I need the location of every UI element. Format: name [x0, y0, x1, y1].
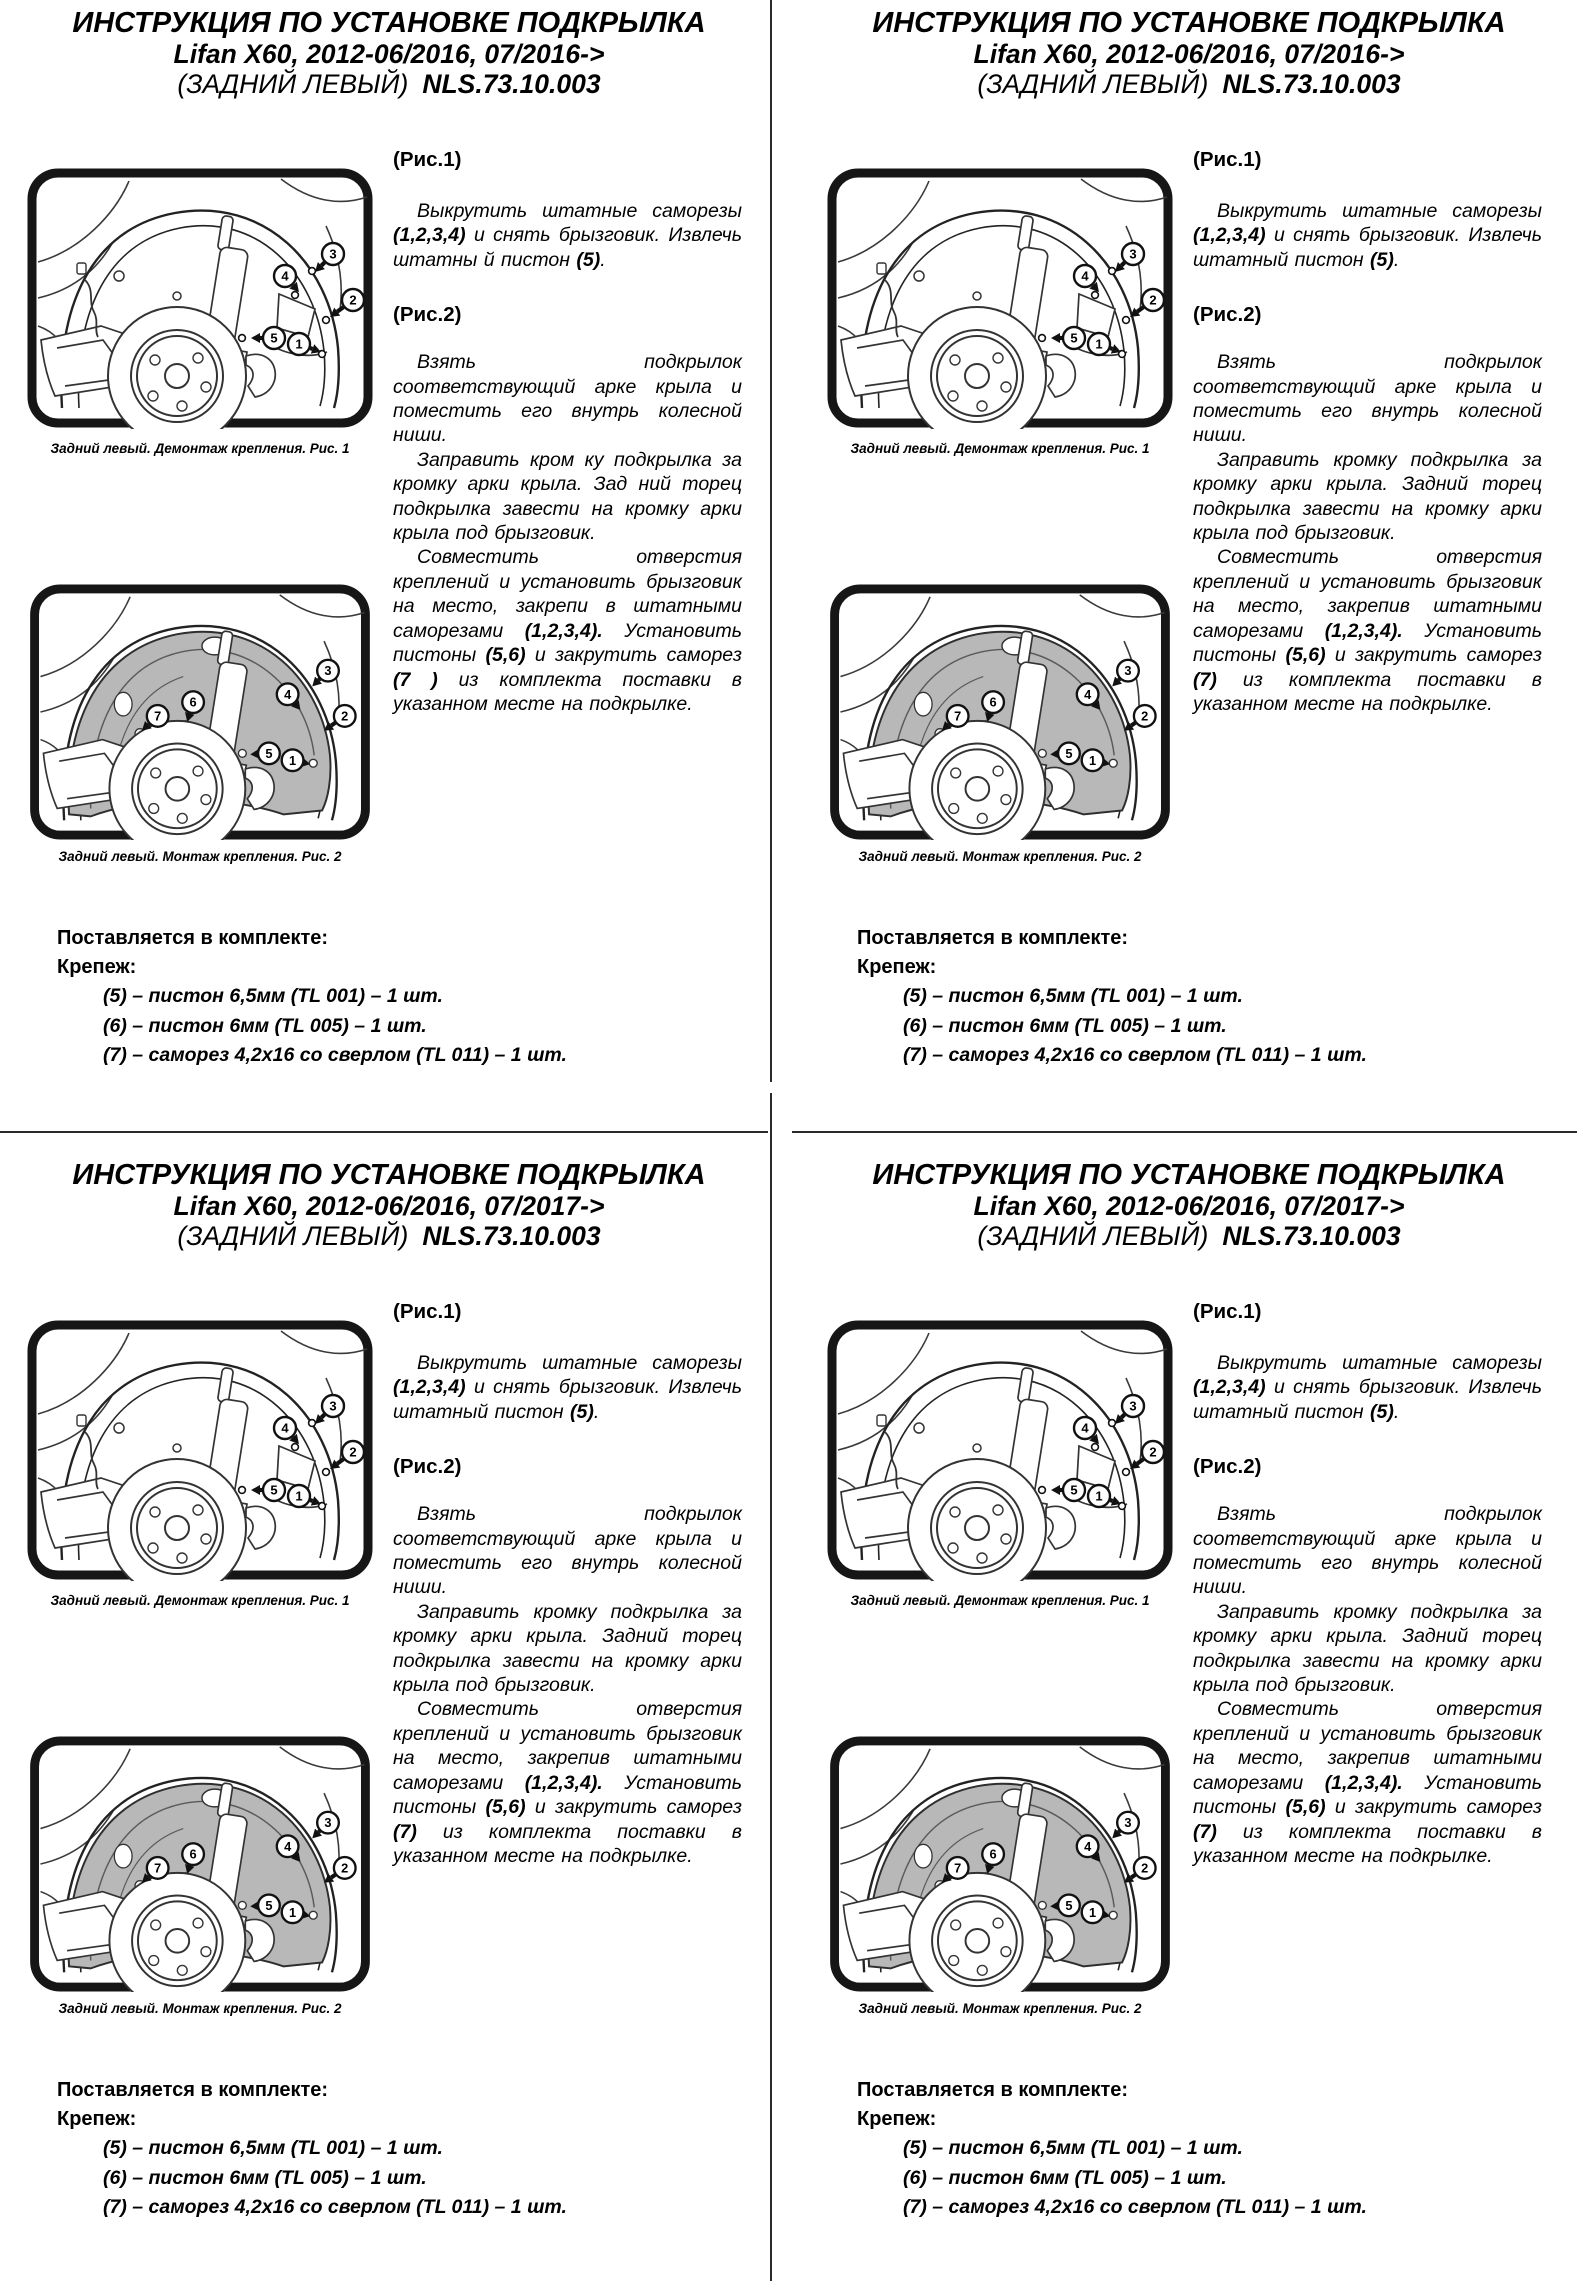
kit-contents-block — [57, 2076, 737, 2223]
step2-paragraph-1: Взять подкрылок соответствующий арке крыла и поместить его внутрь колесной ниши. — [1193, 1503, 1542, 1599]
callout-4-label: 4 — [281, 1420, 289, 1436]
instruction-header — [0, 1160, 778, 1251]
header-title: ИНСТРУКЦИЯ ПО УСТАНОВКЕ ПОДКРЫЛКА — [872, 7, 1506, 39]
kit-contents-block — [857, 2076, 1537, 2223]
callout-6-label: 6 — [989, 1846, 997, 1862]
kit-item-piston-6: (6) – пистон 6мм (TL 005) – 1 шт. — [103, 1014, 427, 1037]
callout-6-label: 6 — [989, 694, 997, 710]
callout-1-label: 1 — [1095, 1488, 1103, 1504]
step2-paragraph-1: Взять подкрылок соответствующий арке крыла и поместить его внутрь колесной ниши. — [393, 351, 742, 447]
kit-group-label: Крепеж: — [857, 2108, 937, 2130]
step1-paragraph: Выкрутить штатные саморезы (1,2,3,4) и снять брызговик. Извлечь штатны й пистон (5). — [393, 200, 742, 271]
instructions-text-column — [393, 147, 742, 716]
kit-title: Поставляется в комплекте: — [857, 927, 1129, 949]
callout-2-label: 2 — [1141, 1860, 1149, 1876]
callout-5-label: 5 — [265, 745, 273, 761]
callout-1-label: 1 — [288, 752, 297, 768]
step2-paragraph-2: Заправить кромку подкрылка за кромку арки крыла. Задний торец подкрылка завести на кромку арки крыла под брызговик. — [1193, 1600, 1542, 1697]
horizontal-divider-right — [792, 1131, 1577, 1133]
kit-group-label: Крепеж: — [57, 956, 137, 978]
callout-3-label: 3 — [324, 1815, 332, 1831]
callout-1-label: 1 — [1088, 1904, 1097, 1920]
instruction-header — [800, 1160, 1577, 1251]
callout-2-label: 2 — [349, 1444, 357, 1460]
kit-item-piston-6: (6) – пистон 6мм (TL 005) – 1 шт. — [103, 2166, 427, 2189]
figure-wheel-arch-demontage — [27, 167, 373, 429]
kit-item-screw: (7) – саморез 4,2х16 со сверлом (TL 011) – 1 шт. — [903, 1044, 1367, 1066]
instructions-text-column — [1193, 1299, 1542, 1868]
figure1-caption: Задний левый. Демонтаж крепления. Рис. 1 — [850, 1593, 1150, 1608]
fig2-ref-label: (Рис.2) — [1193, 1455, 1262, 1479]
kit-items-list — [857, 2134, 1537, 2223]
figure-demontage-drawing — [27, 1319, 373, 1581]
header-model: Lifan X60, 2012-06/2016, 07/2016-> — [173, 39, 605, 69]
figure-wheel-arch-demontage — [827, 1319, 1173, 1581]
callout-2-label: 2 — [1141, 708, 1149, 724]
figure-wheel-arch-demontage — [827, 167, 1173, 429]
step2-paragraph-2: Заправить кромку подкрылка за кромку арки крыла. Задний торец подкрылка завести на кромку арки крыла под брызговик. — [393, 1600, 742, 1697]
callout-2-label: 2 — [341, 708, 349, 724]
header-side: (ЗАДНИЙ ЛЕВЫЙ) — [977, 1221, 1209, 1251]
header-model: Lifan X60, 2012-06/2016, 07/2017-> — [173, 1191, 605, 1221]
header-part-code: NLS.73.10.003 — [422, 1221, 601, 1251]
callout-3-label: 3 — [1124, 663, 1132, 679]
header-part-code: NLS.73.10.003 — [1222, 69, 1401, 99]
callout-4-label: 4 — [1081, 268, 1089, 284]
kit-group-label: Крепеж: — [57, 2108, 137, 2130]
kit-contents-block — [57, 924, 737, 1071]
callout-3-label: 3 — [1129, 246, 1137, 262]
callout-3-label: 3 — [1129, 1398, 1137, 1414]
quadrant-bottom-right — [800, 1152, 1577, 2281]
header-part-code: NLS.73.10.003 — [422, 69, 601, 99]
fig2-ref-label: (Рис.2) — [1193, 303, 1262, 327]
kit-item-screw: (7) – саморез 4,2х16 со сверлом (TL 011) – 1 шт. — [103, 1044, 567, 1066]
instruction-header — [0, 8, 778, 99]
callout-5-label: 5 — [1065, 1897, 1073, 1913]
kit-item-piston-65: (5) – пистон 6,5мм (TL 001) – 1 шт. — [903, 985, 1243, 1007]
header-title: ИНСТРУКЦИЯ ПО УСТАНОВКЕ ПОДКРЫЛКА — [872, 1159, 1506, 1191]
step1-paragraph: Выкрутить штатные саморезы (1,2,3,4) и снять брызговик. Извлечь штатный пистон (5). — [1193, 200, 1542, 271]
figure2-caption: Задний левый. Монтаж крепления. Рис. 2 — [858, 849, 1142, 864]
callout-1-label: 1 — [1095, 336, 1103, 352]
figure-wheel-arch-montage — [827, 1736, 1173, 1992]
header-part-line — [0, 69, 778, 99]
step1-paragraph: Выкрутить штатные саморезы (1,2,3,4) и снять брызговик. Извлечь штатный пистон (5). — [393, 1352, 742, 1423]
kit-item-screw: (7) – саморез 4,2х16 со сверлом (TL 011) – 1 шт. — [103, 2196, 567, 2218]
step1-paragraph: Выкрутить штатные саморезы (1,2,3,4) и снять брызговик. Извлечь штатный пистон (5). — [1193, 1352, 1542, 1423]
figure-montage-drawing — [27, 1736, 373, 1992]
callout-2-label: 2 — [341, 1860, 349, 1876]
figure-demontage-drawing — [27, 167, 373, 429]
figure-wheel-arch-montage — [27, 584, 373, 840]
callout-3-label: 3 — [329, 246, 337, 262]
step2-paragraph-3: Совместить отверстия креплений и установить брызговик на место, закрепив штатными саморезами (1,2,3,4). Установить пистоны (5,6) и закрутить саморез (7) из комплекта поставки в указанном месте на подкрылке. — [1193, 1698, 1542, 1867]
callout-2-label: 2 — [1149, 292, 1157, 308]
callout-1-label: 1 — [295, 336, 303, 352]
header-part-line — [0, 1221, 778, 1251]
figure1-caption: Задний левый. Демонтаж крепления. Рис. 1 — [850, 441, 1150, 456]
kit-group-label: Крепеж: — [857, 956, 937, 978]
callout-2-label: 2 — [349, 292, 357, 308]
horizontal-divider-left — [0, 1131, 768, 1133]
header-model: Lifan X60, 2012-06/2016, 07/2016-> — [973, 39, 1405, 69]
callout-4-label: 4 — [281, 268, 289, 284]
callout-4-label: 4 — [1081, 1420, 1089, 1436]
kit-title: Поставляется в комплекте: — [57, 927, 329, 949]
header-part-code: NLS.73.10.003 — [1222, 1221, 1401, 1251]
step2-paragraph-3: Совместить отверстия креплений и установить брызговик на место, закрепив штатными саморезами (1,2,3,4). Установить пистоны (5,6) и закрутить саморез (7) из комплекта поставки в указанном месте на подкрылке. — [1193, 546, 1542, 715]
instructions-text-column — [1193, 147, 1542, 716]
callout-3-label: 3 — [324, 663, 332, 679]
callout-7-label: 7 — [154, 1860, 162, 1876]
kit-contents-block — [857, 924, 1537, 1071]
figure-montage-drawing — [27, 584, 373, 840]
step2-paragraph-1: Взять подкрылок соответствующий арке крыла и поместить его внутрь колесной ниши. — [1193, 351, 1542, 447]
step2-paragraph-2: Заправить кром ку подкрылка за кромку арки крыла. Зад ний торец подкрылка завести на кромку арки крыла под брызговик. — [393, 448, 742, 545]
step2-paragraph-3: Совместить отверстия креплений и установить брызговик на место, закрепи в штатными саморезами (1,2,3,4). Установить пистоны (5,6) и закрутить саморез (7 ) из комплекта поставки в указанном месте на подкрылке. — [393, 546, 742, 715]
quadrant-bottom-left — [0, 1152, 778, 2281]
header-title: ИНСТРУКЦИЯ ПО УСТАНОВКЕ ПОДКРЫЛКА — [72, 7, 706, 39]
fig1-ref-label: (Рис.1) — [393, 1300, 462, 1323]
header-side: (ЗАДНИЙ ЛЕВЫЙ) — [177, 1221, 409, 1251]
figure-wheel-arch-montage — [827, 584, 1173, 840]
header-side: (ЗАДНИЙ ЛЕВЫЙ) — [177, 69, 409, 99]
figure-wheel-arch-demontage — [27, 1319, 373, 1581]
callout-5-label: 5 — [1070, 330, 1078, 346]
instructions-text-column — [393, 1299, 742, 1868]
fig1-ref-label: (Рис.1) — [1193, 1300, 1262, 1323]
callout-6-label: 6 — [189, 694, 197, 710]
callout-3-label: 3 — [1124, 1815, 1132, 1831]
header-side: (ЗАДНИЙ ЛЕВЫЙ) — [977, 69, 1209, 99]
header-model: Lifan X60, 2012-06/2016, 07/2017-> — [973, 1191, 1405, 1221]
figure2-caption: Задний левый. Монтаж крепления. Рис. 2 — [858, 2001, 1142, 2016]
callout-5-label: 5 — [265, 1897, 273, 1913]
fig2-ref-label: (Рис.2) — [393, 1455, 462, 1479]
callout-5-label: 5 — [1065, 745, 1073, 761]
kit-item-piston-65: (5) – пистон 6,5мм (TL 001) – 1 шт. — [903, 2137, 1243, 2159]
quadrant-top-right — [800, 0, 1577, 1130]
figure-wheel-arch-montage — [27, 1736, 373, 1992]
kit-items-list — [57, 982, 737, 1071]
figure-montage-drawing — [827, 1736, 1173, 1992]
step2-paragraph-1: Взять подкрылок соответствующий арке крыла и поместить его внутрь колесной ниши. — [393, 1503, 742, 1599]
header-part-line — [800, 69, 1577, 99]
kit-item-piston-6: (6) – пистон 6мм (TL 005) – 1 шт. — [903, 1014, 1227, 1037]
instruction-header — [800, 8, 1577, 99]
step2-paragraph-3: Совместить отверстия креплений и установить брызговик на место, закрепив штатными саморезами (1,2,3,4). Установить пистоны (5,6) и закрутить саморез (7) из комплекта поставки в указанном месте на подкрылке. — [393, 1698, 742, 1867]
callout-7-label: 7 — [954, 1860, 962, 1876]
kit-item-piston-65: (5) – пистон 6,5мм (TL 001) – 1 шт. — [103, 2137, 443, 2159]
callout-3-label: 3 — [329, 1398, 337, 1414]
callout-5-label: 5 — [270, 1482, 278, 1498]
callout-1-label: 1 — [295, 1488, 303, 1504]
kit-item-piston-65: (5) – пистон 6,5мм (TL 001) – 1 шт. — [103, 985, 443, 1007]
kit-item-piston-6: (6) – пистон 6мм (TL 005) – 1 шт. — [903, 2166, 1227, 2189]
figure2-caption: Задний левый. Монтаж крепления. Рис. 2 — [58, 2001, 342, 2016]
header-part-line — [800, 1221, 1577, 1251]
kit-items-list — [57, 2134, 737, 2223]
figure-montage-drawing — [827, 584, 1173, 840]
figure2-caption: Задний левый. Монтаж крепления. Рис. 2 — [58, 849, 342, 864]
quadrant-top-left — [0, 0, 778, 1130]
callout-5-label: 5 — [270, 330, 278, 346]
callout-1-label: 1 — [1088, 752, 1097, 768]
figure-demontage-drawing — [827, 1319, 1173, 1581]
callout-7-label: 7 — [954, 708, 962, 724]
header-title: ИНСТРУКЦИЯ ПО УСТАНОВКЕ ПОДКРЫЛКА — [72, 1159, 706, 1191]
kit-item-screw: (7) – саморез 4,2х16 со сверлом (TL 011) – 1 шт. — [903, 2196, 1367, 2218]
figure1-caption: Задний левый. Демонтаж крепления. Рис. 1 — [50, 441, 350, 456]
callout-5-label: 5 — [1070, 1482, 1078, 1498]
callout-2-label: 2 — [1149, 1444, 1157, 1460]
callout-7-label: 7 — [154, 708, 162, 724]
fig1-ref-label: (Рис.1) — [1193, 148, 1262, 171]
callout-1-label: 1 — [288, 1904, 297, 1920]
callout-4-label: 4 — [284, 686, 292, 702]
kit-items-list — [857, 982, 1537, 1071]
kit-title: Поставляется в комплекте: — [57, 2079, 329, 2101]
callout-4-label: 4 — [1084, 1838, 1092, 1854]
figure1-caption: Задний левый. Демонтаж крепления. Рис. 1 — [50, 1593, 350, 1608]
figure-demontage-drawing — [827, 167, 1173, 429]
fig2-ref-label: (Рис.2) — [393, 303, 462, 327]
fig1-ref-label: (Рис.1) — [393, 148, 462, 171]
step2-paragraph-2: Заправить кромку подкрылка за кромку арки крыла. Задний торец подкрылка завести на кромку арки крыла под брызговик. — [1193, 448, 1542, 545]
callout-6-label: 6 — [189, 1846, 197, 1862]
kit-title: Поставляется в комплекте: — [857, 2079, 1129, 2101]
callout-4-label: 4 — [284, 1838, 292, 1854]
callout-4-label: 4 — [1084, 686, 1092, 702]
